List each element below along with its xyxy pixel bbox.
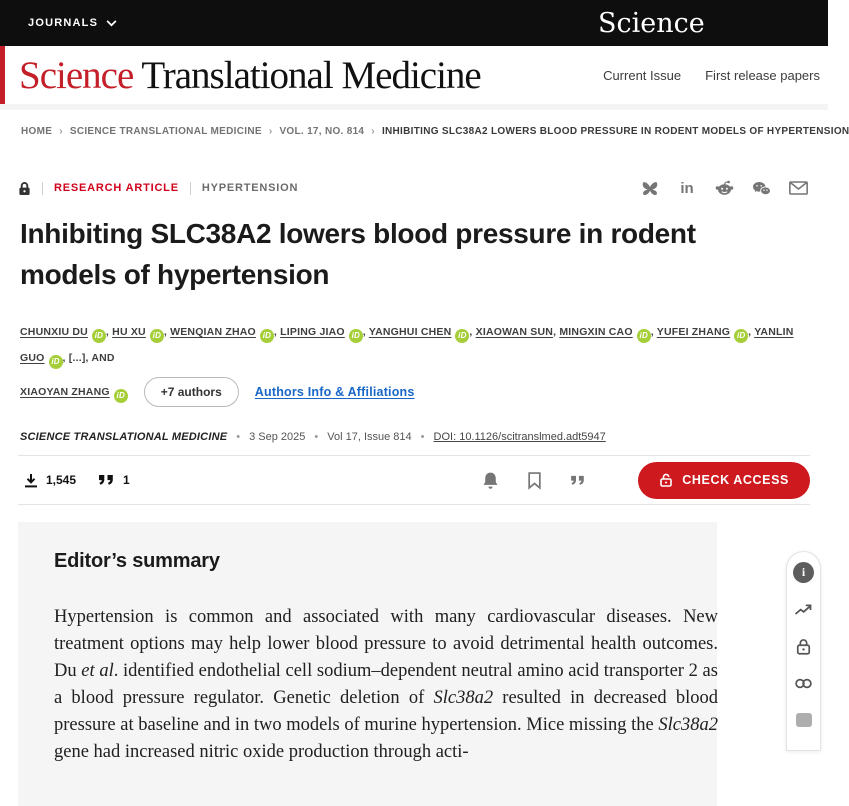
cite-quote-icon[interactable] <box>568 470 588 490</box>
author-list <box>20 319 808 407</box>
partial-icon <box>793 709 815 731</box>
author-link[interactable]: YANLIN GUO <box>20 326 794 364</box>
orcid-icon[interactable]: iD <box>637 329 651 343</box>
breadcrumb-item[interactable]: VOL. 17, NO. 814 <box>279 126 365 137</box>
orcid-icon[interactable]: iD <box>455 329 469 343</box>
chevron-down-icon <box>106 20 117 27</box>
page-title: Inhibiting SLC38A2 lowers blood pressure in rodent models of hypertension <box>20 218 696 290</box>
share-link-icon[interactable] <box>793 672 815 694</box>
article-type-link[interactable]: RESEARCH ARTICLE <box>54 182 179 194</box>
citations-count: 1 <box>123 473 130 487</box>
bookmark-icon[interactable] <box>524 470 544 490</box>
breadcrumb-item[interactable]: SCIENCE TRANSLATIONAL MEDICINE <box>69 126 262 137</box>
breadcrumb-item[interactable]: HOME <box>21 126 53 137</box>
breadcrumb-separator: › <box>59 126 63 137</box>
wechat-icon[interactable] <box>751 179 771 197</box>
orcid-icon[interactable]: iD <box>349 329 363 343</box>
dot-separator: • <box>314 431 319 443</box>
orcid-icon[interactable]: iD <box>150 329 164 343</box>
dot-separator: • <box>420 431 425 443</box>
author-link[interactable]: CHUNXIU DU <box>20 326 88 338</box>
floating-tool-rail <box>786 551 821 751</box>
author-list-line2-names <box>20 379 128 405</box>
info-icon[interactable]: i <box>793 561 815 583</box>
journal-logo-science: Science <box>19 53 134 97</box>
unlock-icon <box>659 473 673 487</box>
downloads-count: 1,545 <box>46 473 77 487</box>
downloads-metric[interactable] <box>24 473 76 488</box>
article-content <box>0 179 828 806</box>
action-icons <box>480 462 810 499</box>
author-link[interactable]: XIAOYAN ZHANG <box>20 386 110 398</box>
article-meta-row <box>18 179 810 197</box>
publish-date: 3 Sep 2025 <box>249 431 306 443</box>
author-link[interactable]: HU XU <box>112 326 146 338</box>
metrics-actions-row <box>18 456 810 504</box>
bluesky-icon[interactable] <box>640 179 660 197</box>
metrics-trend-icon[interactable] <box>793 598 815 620</box>
journal-masthead <box>0 46 828 110</box>
author-link[interactable]: YUFEI ZHANG <box>656 326 731 338</box>
editor-summary-section <box>18 522 717 806</box>
breadcrumb-item: INHIBITING SLC38A2 LOWERS BLOOD PRESSURE IN RODENT MODELS OF HYPERTENSION <box>381 126 849 137</box>
linkedin-icon[interactable]: in <box>680 179 694 197</box>
journal-logo-rest-text: Translational Medicine <box>141 53 481 97</box>
share-bar <box>640 179 810 197</box>
orcid-icon[interactable]: iD <box>49 355 63 369</box>
breadcrumb-separator: › <box>371 126 375 137</box>
download-icon <box>24 473 38 488</box>
editor-summary-heading: Editor’s summary <box>54 550 220 572</box>
orcid-icon[interactable]: iD <box>92 329 106 343</box>
orcid-icon[interactable]: iD <box>114 389 128 403</box>
publication-info <box>20 431 808 443</box>
locked-access-icon <box>18 181 31 196</box>
divider <box>18 504 810 505</box>
journal-logo[interactable] <box>19 53 481 97</box>
orcid-icon[interactable]: iD <box>734 329 748 343</box>
divider <box>190 182 191 195</box>
author-list-line1: CHUNXIU DU iD , HU XU iD , WENQIAN ZHAO iD , LIPING JIAO iD , YANGHUI CHEN iD , XIAOWAN SUN, MINGXIN CAO iD , YUFEI ZHANG iD , YANLIN GUO iD , [...], AND <box>20 326 794 364</box>
science-wordmark[interactable]: Science <box>598 8 705 39</box>
check-access-button[interactable] <box>638 462 810 499</box>
check-access-label: CHECK ACCESS <box>682 473 789 487</box>
email-icon[interactable] <box>788 179 808 197</box>
divider <box>42 182 43 195</box>
author-link[interactable]: YANGHUI CHEN <box>368 326 452 338</box>
more-authors-button[interactable]: +7 authors <box>144 377 239 407</box>
reddit-icon[interactable] <box>714 179 734 197</box>
authors-info-affiliations-link[interactable]: Authors Info & Affiliations <box>254 385 415 399</box>
citation-quote-icon <box>98 474 115 486</box>
top-bar <box>0 0 828 46</box>
lock-icon[interactable] <box>793 635 815 657</box>
orcid-icon[interactable]: iD <box>260 329 274 343</box>
editor-summary-paragraph: Hypertension is common and associated with many cardiovascular diseases. New treatment options may help lower blood pressure to avoid detrimental health outcomes. Du et al. identified endothelial cell sodium–dependent neutral amino acid transporter 2 as a blood pressure regulator. Genetic deletion of Slc38a2 resulted in decreased blood pressure at baseline and in two models of murine hypertension. Mice missing the Slc38a2 gene had increased nitric oxide production through acti- <box>54 607 718 762</box>
author-link[interactable]: LIPING JIAO <box>280 326 345 338</box>
masthead-nav <box>603 46 820 104</box>
journals-label: JOURNALS <box>28 17 99 29</box>
dot-separator: • <box>236 431 241 443</box>
red-accent-stripe <box>0 46 5 104</box>
article-subject-link[interactable]: HYPERTENSION <box>201 182 299 194</box>
breadcrumb-separator: › <box>268 126 273 137</box>
doi-link[interactable]: DOI: 10.1126/scitranslmed.adt5947 <box>433 431 606 443</box>
author-link[interactable]: XIAOWAN SUN <box>475 326 554 338</box>
citations-metric[interactable] <box>98 473 130 487</box>
author-link[interactable]: MINGXIN CAO <box>559 326 633 338</box>
author-list-line2 <box>20 377 808 407</box>
volume-issue: Vol 17, Issue 814 <box>327 431 412 443</box>
breadcrumb <box>21 126 849 137</box>
journal-name: SCIENCE TRANSLATIONAL MEDICINE <box>20 431 228 443</box>
bell-icon[interactable] <box>480 470 500 490</box>
author-link[interactable]: WENQIAN ZHAO <box>170 326 256 338</box>
journals-menu-button[interactable] <box>28 17 117 29</box>
masthead-nav-link-first-release[interactable]: First release papers <box>705 67 820 83</box>
masthead-nav-link-current-issue[interactable]: Current Issue <box>603 67 682 83</box>
